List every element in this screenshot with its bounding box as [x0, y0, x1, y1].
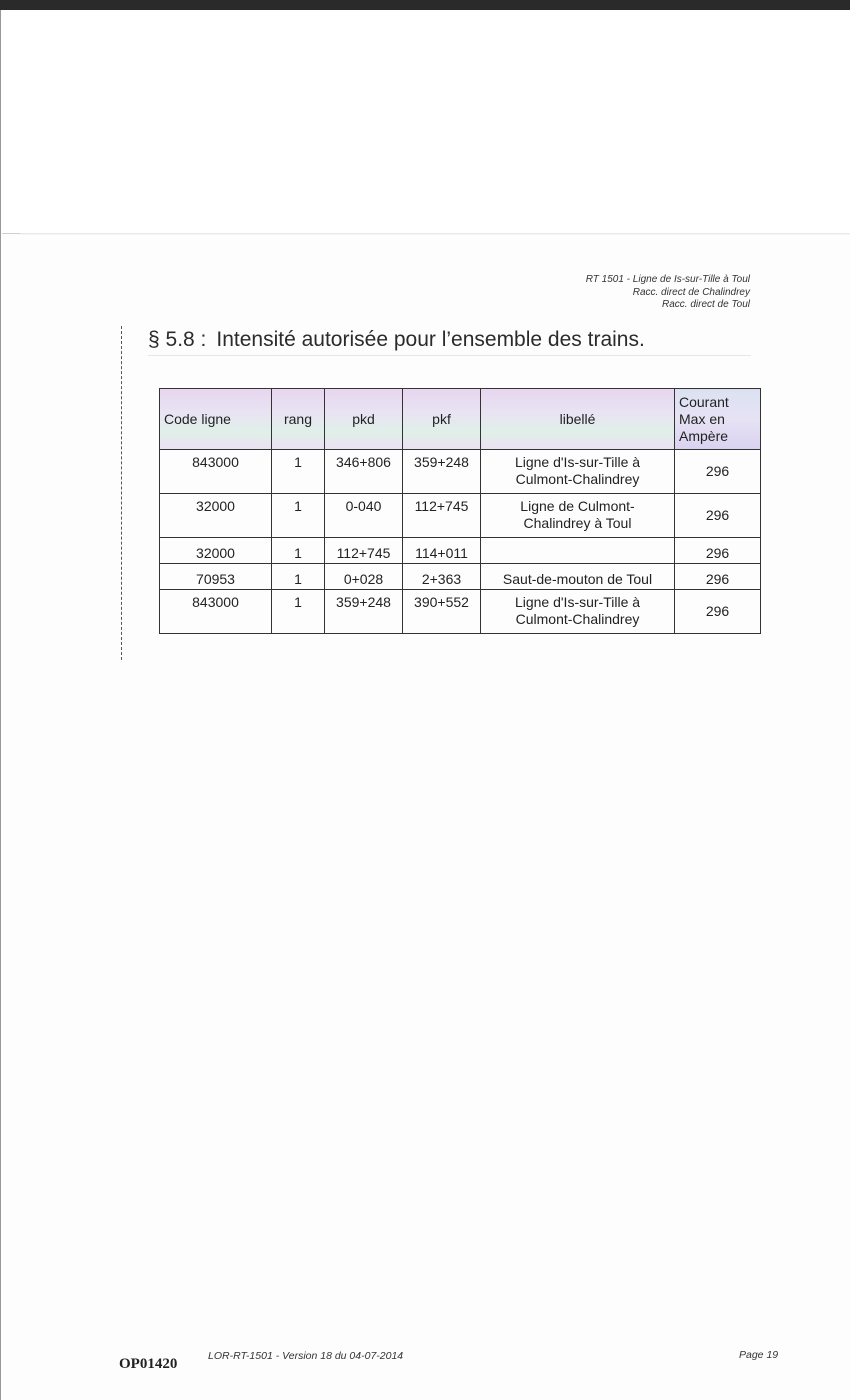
cell-pkf: 112+745 [403, 494, 481, 538]
footer-document-code: OP01420 [119, 1356, 178, 1372]
cell-libelle [481, 538, 675, 564]
current-limits-table [159, 388, 761, 634]
cell-pkd: 0+028 [325, 564, 403, 590]
cell-pkd: 346+806 [325, 450, 403, 494]
section-title: Intensité autorisée pour l’ensemble des trains. [216, 328, 645, 351]
col-header-libelle: libellé [481, 389, 675, 450]
courant-header-line: Max en [679, 410, 725, 427]
cell-pkf: 359+248 [403, 450, 481, 494]
scan-top-edge [0, 0, 850, 10]
cover-sheet-shadow [20, 233, 850, 235]
cell-courant: 296 [675, 564, 761, 590]
col-header-pkd: pkd [325, 389, 403, 450]
libelle-line: Culmont-Chalindrey [515, 611, 640, 627]
document-reference-header [586, 274, 750, 312]
cell-rang: 1 [272, 538, 325, 564]
revision-margin-line [121, 326, 122, 660]
col-header-code-ligne: Code ligne [160, 389, 272, 450]
cell-rang: 1 [272, 590, 325, 634]
footer-page-number: Page 19 [739, 1349, 779, 1361]
header-line-toul: Racc. direct de Toul [661, 299, 750, 310]
table-row [160, 564, 761, 590]
libelle-line: Ligne de Culmont- [520, 498, 635, 514]
table-row [160, 450, 761, 494]
table-row [160, 538, 761, 564]
cover-sheet [2, 10, 850, 234]
cell-libelle: Saut-de-mouton de Toul [481, 564, 675, 590]
cell-courant: 296 [675, 494, 761, 538]
courant-header-line: Ampère [679, 427, 729, 444]
header-line-chalindrey: Racc. direct de Chalindrey [632, 286, 750, 298]
cell-courant: 296 [675, 590, 761, 634]
table-row [160, 590, 761, 634]
libelle-line: Chalindrey à Toul [523, 515, 632, 531]
cell-code-ligne: 843000 [160, 590, 272, 634]
cell-pkf: 2+363 [403, 564, 481, 590]
header-line-route: RT 1501 - Ligne de Is-sur-Tille à Toul [585, 274, 750, 285]
col-header-courant [675, 389, 761, 450]
libelle-line: Culmont-Chalindrey [515, 471, 640, 487]
cell-courant: 296 [675, 450, 761, 494]
cell-libelle [481, 450, 675, 494]
cell-rang: 1 [272, 494, 325, 538]
cell-rang: 1 [272, 564, 325, 590]
cell-pkf: 114+011 [403, 538, 481, 564]
col-header-pkf: pkf [403, 389, 481, 450]
cell-code-ligne: 70953 [160, 564, 272, 590]
section-heading [148, 326, 751, 356]
cell-code-ligne: 32000 [160, 494, 272, 538]
cell-pkf: 390+552 [403, 590, 481, 634]
libelle-line: Ligne d'Is-sur-Tille à [514, 594, 641, 610]
col-header-rang: rang [272, 389, 325, 450]
cell-courant: 296 [675, 538, 761, 564]
cell-rang: 1 [272, 450, 325, 494]
section-number: § 5.8 : [148, 328, 207, 351]
cell-libelle [481, 590, 675, 634]
libelle-line: Ligne d'Is-sur-Tille à [514, 454, 641, 470]
scan-left-edge [0, 10, 1, 1400]
courant-header-line: Courant [679, 393, 729, 410]
cell-pkd: 359+248 [325, 590, 403, 634]
cell-code-ligne: 843000 [160, 450, 272, 494]
cell-pkd: 112+745 [325, 538, 403, 564]
cell-code-ligne: 32000 [160, 538, 272, 564]
table-row [160, 494, 761, 538]
footer-version: LOR-RT-1501 - Version 18 du 04-07-2014 [208, 1350, 404, 1362]
cell-libelle [481, 494, 675, 538]
table-header-row [160, 389, 761, 450]
cell-pkd: 0-040 [325, 494, 403, 538]
